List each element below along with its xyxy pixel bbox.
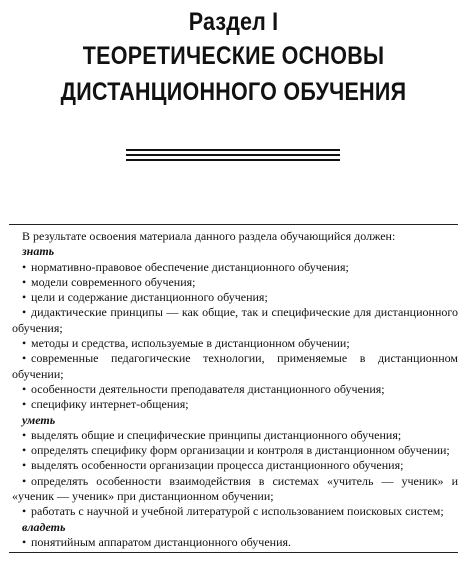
bullet-icon: • [22,458,27,473]
bullet-icon: • [22,305,27,320]
rule-line [126,149,340,151]
bullet-icon: • [22,504,27,519]
know-item [12,336,458,351]
section-header [33,6,435,110]
bullet-icon: • [22,427,27,442]
can-item [12,443,458,458]
bullet-icon: • [22,397,27,412]
own-heading: владеть [22,519,66,534]
rule-line [126,159,340,161]
box-bottom-rule [9,552,458,553]
can-item [12,474,458,505]
own-item [12,535,458,550]
decorative-triple-rule [126,149,340,164]
know-item [12,260,458,275]
know-item-text: дидактические принципы — как общие, так и специфические для дистанционного обучения; [12,305,458,335]
can-item [12,458,458,473]
bullet-icon: • [22,290,27,305]
know-item [12,275,458,290]
know-item [12,305,458,336]
can-item-text: определять особенности взаимодействия в системах «учитель — ученик» и «ученик — ученик» при дистанционном обучении; [12,473,458,504]
bullet-icon: • [22,534,27,549]
know-item-text: методы и средства, используемые в дистанционном обучении; [31,336,350,351]
know-item-text: нормативно-правовое обеспечение дистанционного обучения; [31,259,349,274]
bullet-icon: • [22,473,27,488]
can-item-text: работать с научной и учебной литературой с использованием поисковых систем; [31,504,444,519]
know-item-text: специфику интернет-общения; [31,397,189,412]
bullet-icon: • [22,381,27,396]
can-heading: уметь [22,412,56,427]
know-item [12,397,458,412]
bullet-icon: • [22,351,27,366]
know-item-text: модели современного обучения; [31,274,196,289]
section-title-line-2: ДИСТАНЦИОННОГО ОБУЧЕНИЯ [60,78,407,106]
know-item-text: особенности деятельности преподавателя дистанционного обучения; [31,381,385,396]
box-top-rule [9,224,458,225]
know-item-text: современные педагогические технологии, применяемые в дистанционном обучении; [12,351,458,381]
intro-text: В результате освоения материала данного раздела обучающийся должен: [22,229,396,243]
know-item-text: цели и содержание дистанционного обучения; [31,290,268,305]
can-item-text: выделять особенности организации процесса дистанционного обучения; [31,458,404,473]
learning-outcomes-box [12,229,458,550]
know-heading: знать [22,244,55,259]
bullet-icon: • [22,274,27,289]
know-item [12,382,458,397]
bullet-icon: • [22,336,27,351]
section-label: Раздел I [188,8,279,36]
bullet-icon: • [22,259,27,274]
know-item [12,290,458,305]
can-item [12,504,458,519]
section-title-line-1: ТЕОРЕТИЧЕСКИЕ ОСНОВЫ [82,42,385,70]
can-item [12,428,458,443]
bullet-icon: • [22,443,27,458]
rule-line [126,154,340,156]
can-item-text: определять специфику форм организации и контроля в дистанционном обучении; [31,443,450,458]
can-item-text: выделять общие и специфические принципы дистанционного обучения; [31,427,402,442]
know-item [12,351,458,382]
own-item-text: понятийным аппаратом дистанционного обучения. [31,534,292,549]
